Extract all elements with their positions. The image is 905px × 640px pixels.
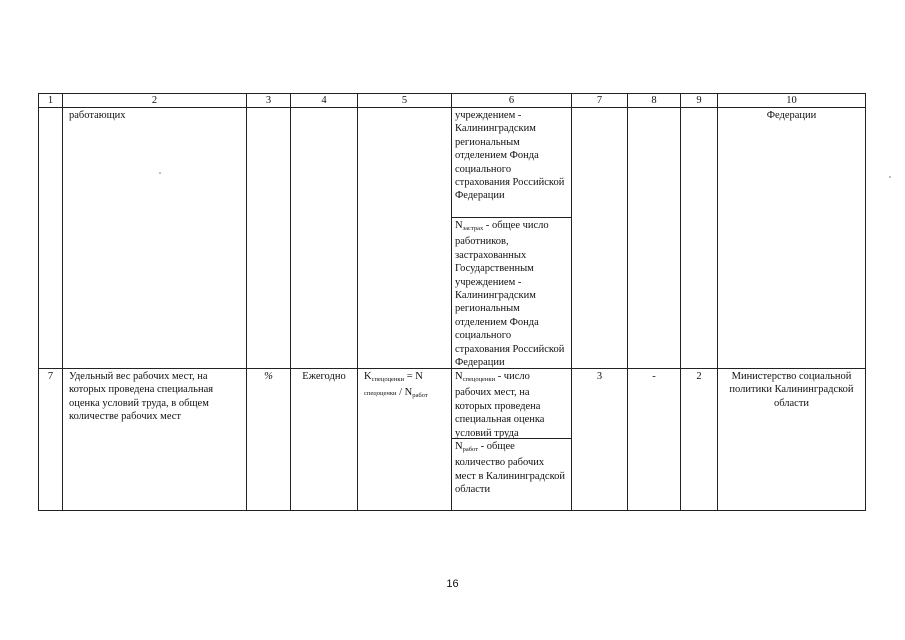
- variable-symbol: N: [455, 371, 463, 382]
- cell-col7: 3: [572, 369, 628, 511]
- page-number: 16: [446, 578, 459, 590]
- cell-formula: [358, 108, 452, 369]
- variable-description: [452, 369, 571, 438]
- cell-col9: 2: [681, 369, 718, 511]
- cell-responsible: Министерство социальной политики Калининградской области: [718, 369, 866, 511]
- cell-col9: [681, 108, 718, 369]
- cell-variables: [452, 108, 572, 369]
- variable-subscript: спецоценки: [462, 376, 496, 383]
- cell-indicator-name: работающих: [63, 108, 247, 369]
- table-row: [39, 369, 866, 511]
- col-header-1: 1: [39, 94, 63, 108]
- header-row: [39, 94, 866, 108]
- cell-variables: [452, 369, 572, 511]
- col-header-6: 6: [452, 94, 572, 108]
- variable-text: - число рабочих мест, на которых проведена специальная оценка условий труда: [455, 371, 545, 439]
- variable-symbol: N: [455, 220, 463, 231]
- variable-symbol: N: [455, 441, 463, 452]
- cell-responsible: Федерации: [718, 108, 866, 369]
- scan-speck: [159, 172, 161, 174]
- table-row: [39, 108, 866, 369]
- col-header-3: 3: [247, 94, 291, 108]
- col-header-2: 2: [63, 94, 247, 108]
- cell-formula: $K_{спецоценки} = N$ спецоценки / $N_{работ}$: [358, 369, 452, 511]
- cell-col8: [628, 108, 681, 369]
- variable-description: [452, 438, 571, 510]
- variable-text: - общее число работников, застрахованных Государственным учреждением - Калининградским региональным отделением Фонда социального страхования Российской Федерации: [455, 220, 565, 369]
- cell-number: [39, 108, 63, 369]
- cell-col8: -: [628, 369, 681, 511]
- variable-subscript: застрах: [462, 225, 484, 232]
- variable-subscript: работ: [462, 446, 479, 453]
- col-header-10: 10: [718, 94, 866, 108]
- cell-frequency: [291, 108, 358, 369]
- cell-unit: [247, 108, 291, 369]
- col-header-8: 8: [628, 94, 681, 108]
- variable-description: учреждением - Калининградским региональным отделением Фонда социального страхования Российской Федерации: [455, 110, 565, 202]
- col-header-5: 5: [358, 94, 452, 108]
- variable-text: - общее количество рабочих мест в Калининградской области: [455, 441, 566, 496]
- indicators-table: [38, 93, 866, 511]
- variable-description: [452, 217, 571, 368]
- cell-col7: [572, 108, 628, 369]
- cell-number: 7: [39, 369, 63, 511]
- cell-indicator-name: Удельный вес рабочих мест, на которых проведена специальная оценка условий труда, в общем количестве рабочих мест: [63, 369, 247, 511]
- cell-unit: %: [247, 369, 291, 511]
- col-header-4: 4: [291, 94, 358, 108]
- cell-frequency: Ежегодно: [291, 369, 358, 511]
- col-header-9: 9: [681, 94, 718, 108]
- col-header-7: 7: [572, 94, 628, 108]
- scan-speck: [889, 176, 891, 178]
